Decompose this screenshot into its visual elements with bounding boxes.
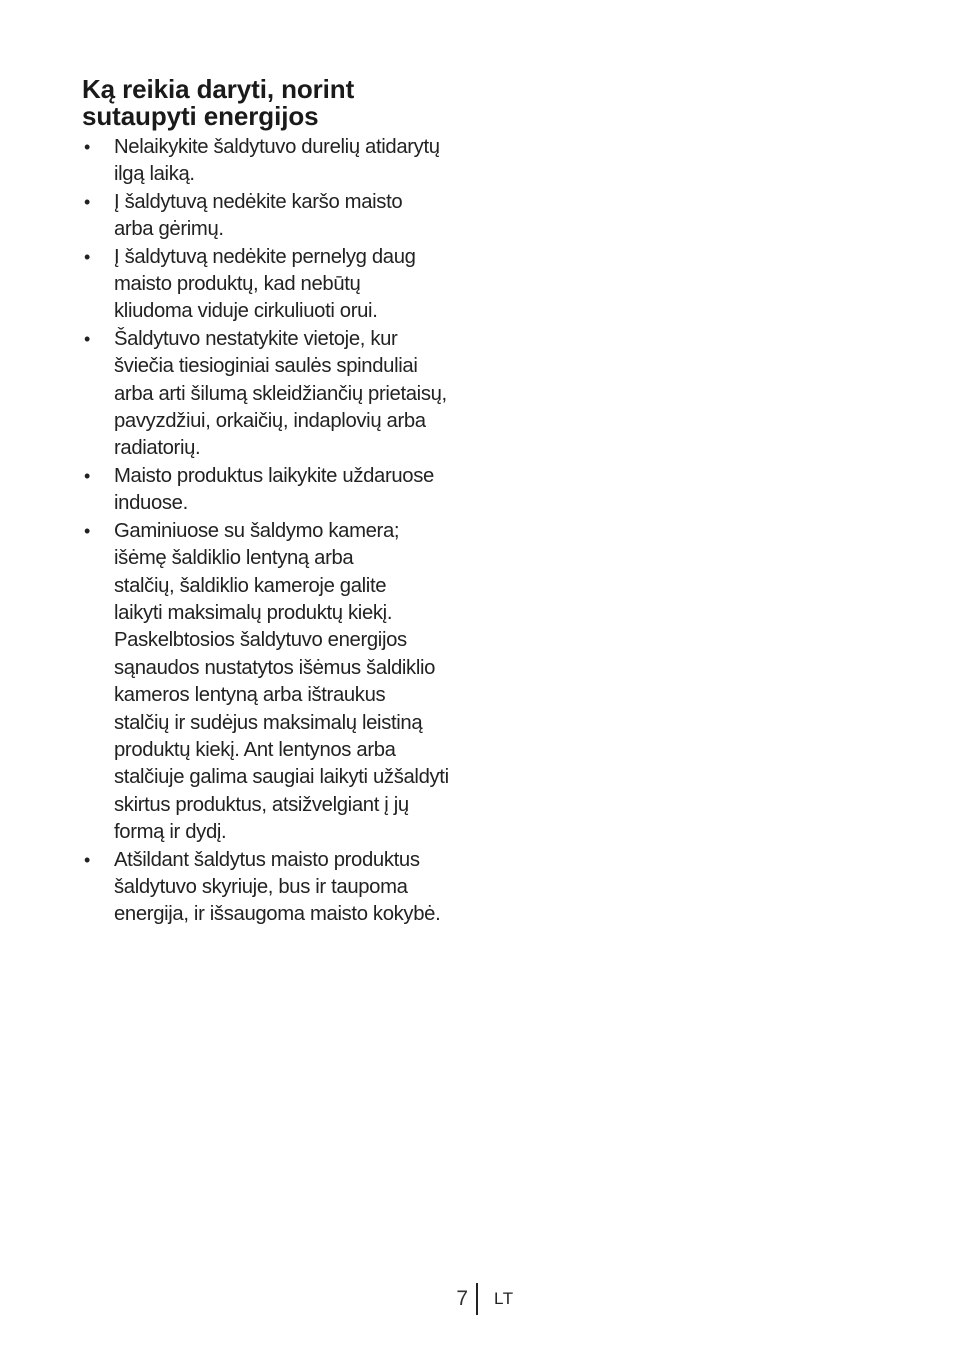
list-item: [82, 463, 482, 518]
list-item: [82, 518, 482, 847]
list-item-line: Į šaldytuvą nedėkite pernelyg daug: [114, 245, 416, 268]
list-item-line: kliudoma viduje cirkuliuoti orui.: [114, 300, 378, 323]
list-item-line: šaldytuvo skyriuje, bus ir taupoma: [114, 875, 408, 898]
list-item-line: energija, ir išsaugoma maisto kokybė.: [114, 903, 441, 926]
list-item-line: stalčių ir sudėjus maksimalų leistiną: [114, 711, 423, 734]
bullet-icon: •: [84, 465, 90, 486]
list-item-line: Maisto produktus laikykite uždaruose: [114, 464, 434, 487]
title-line: sutaupyti energijos: [82, 101, 319, 131]
list-item-line: Gaminiuose su šaldymo kamera;: [114, 519, 400, 542]
list-item-line: pavyzdžiui, orkaičių, indaplovių arba: [114, 410, 426, 433]
section-title: [82, 76, 482, 130]
list-item-line: stalčių, šaldiklio kameroje galite: [114, 574, 387, 597]
language-code: LT: [494, 1289, 514, 1308]
list-item-line: arba gėrimų.: [114, 218, 224, 241]
title-line: Ką reikia daryti, norint: [82, 74, 355, 104]
list-item-line: skirtus produktus, atsižvelgiant į jų: [114, 793, 409, 816]
tips-list: [82, 134, 482, 929]
list-item-line: formą ir dydį.: [114, 821, 227, 844]
list-item: [82, 847, 482, 929]
list-item-line: maisto produktų, kad nebūtų: [114, 273, 361, 296]
list-item-line: kameros lentyną arba ištraukus: [114, 684, 386, 707]
bullet-icon: •: [84, 137, 90, 157]
bullet-icon: •: [84, 520, 90, 541]
list-item-line: laikyti maksimalų produktų kiekį.: [114, 601, 393, 624]
list-item-line: Atšildant šaldytus maisto produktus: [114, 848, 420, 871]
list-item-line: Šaldytuvo nestatykite vietoje, kur: [114, 327, 398, 350]
list-item-line: stalčiuje galima saugiai laikyti užšaldyti: [114, 766, 449, 789]
list-item-line: šviečia tiesioginiai saulės spinduliai: [114, 355, 418, 378]
bullet-icon: •: [84, 246, 90, 267]
bullet-icon: •: [84, 849, 90, 870]
list-item-line: Į šaldytuvą nedėkite karšo maisto: [114, 190, 403, 213]
list-item: [82, 189, 482, 244]
list-item-line: induose.: [114, 492, 188, 515]
footer-divider: [476, 1283, 478, 1315]
list-item: [82, 244, 482, 326]
list-item-line: ilgą laiką.: [114, 163, 195, 186]
bullet-icon: •: [84, 191, 90, 212]
list-item-line: sąnaudos nustatytos išėmus šaldiklio: [114, 656, 436, 679]
list-item-line: Nelaikykite šaldytuvo durelių atidarytų: [114, 136, 440, 158]
list-item: [82, 326, 482, 463]
list-item-line: radiatorių.: [114, 437, 201, 460]
page-footer: [448, 1282, 514, 1316]
bullet-icon: •: [84, 328, 90, 349]
list-item-line: arba arti šilumą skleidžiančių prietaisų,: [114, 382, 447, 405]
page-number: 7: [456, 1287, 468, 1310]
list-item-line: Paskelbtosios šaldytuvo energijos: [114, 629, 407, 652]
energy-saving-section: [82, 76, 482, 929]
list-item-line: produktų kiekį. Ant lentynos arba: [114, 738, 396, 761]
list-item-line: išėmę šaldiklio lentyną arba: [114, 547, 354, 570]
list-item: [82, 134, 482, 189]
